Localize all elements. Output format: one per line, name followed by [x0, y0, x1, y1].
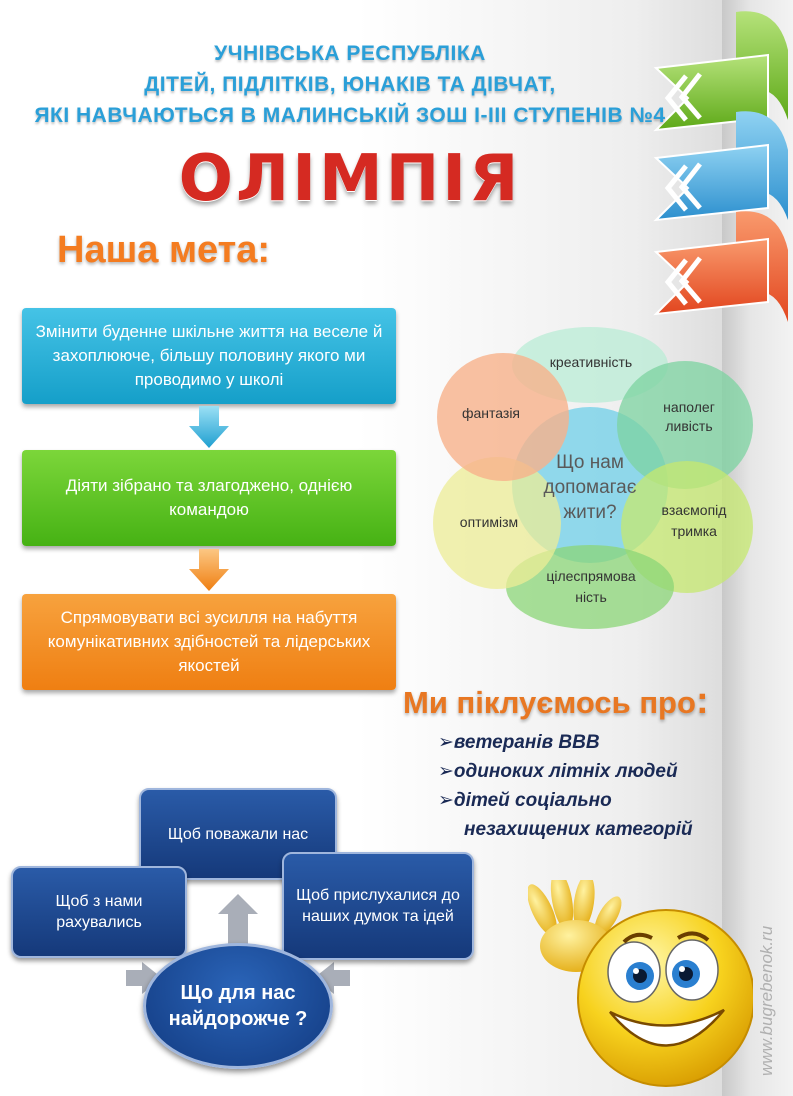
list-item: [438, 757, 693, 786]
goal-step-3: [22, 594, 396, 690]
watermark-text: www.bugrebenok.ru: [757, 925, 776, 1076]
goal-step-1: [22, 308, 396, 404]
petal-left-top-label: фантазія: [461, 405, 521, 421]
value-center-oval: [143, 943, 333, 1069]
care-item-1: ветеранів ВВВ: [453, 732, 600, 753]
value-box-left: [11, 866, 187, 958]
goal-step-2: [22, 450, 396, 546]
care-item-3-continuation: незахищених категорій: [464, 819, 693, 840]
list-item: [438, 786, 693, 815]
petal-right-top-label-2: ливість: [665, 418, 713, 434]
cycle-center-line-3: жити?: [563, 502, 617, 523]
header-line-3: ЯКІ НАВЧАЮТЬСЯ В МАЛИНСЬКІЙ ЗОШ І-ІІІ СТУПЕНІВ №4: [34, 104, 666, 127]
bullet-arrow-icon: ➢: [438, 761, 454, 782]
cycle-center-line-1: Що нам: [556, 452, 624, 473]
petal-right-top-label-1: наполег: [663, 399, 715, 415]
header-line-2: ДІТЕЙ, ПІДЛІТКІВ, ЮНАКІВ ТА ДІВЧАТ,: [144, 73, 556, 96]
bullet-arrow-icon: ➢: [438, 790, 454, 811]
value-right-text: Щоб прислухалися до наших думок та ідей: [296, 887, 460, 925]
arrow-down-icon: [189, 549, 229, 591]
care-heading: [403, 680, 709, 723]
arrow-down-icon: [189, 406, 229, 448]
petal-right-bottom-label-1: взаємопід: [661, 502, 727, 518]
smiley-icon: [528, 880, 753, 1090]
goal-heading: Наша мета:: [57, 229, 271, 271]
value-box-right: [282, 852, 474, 960]
goal-step-3-text: Спрямовувати всі зусилля на набуття комунікативних здібностей та лідерських якостей: [47, 608, 371, 675]
goal-step-2-text: Діяти зібрано та злагоджено, однією командою: [65, 476, 353, 519]
petal-right-bottom-label-2: тримка: [671, 523, 717, 539]
petal-bottom-label-2: ність: [575, 589, 607, 605]
watermark: [752, 800, 782, 1080]
arrow-up-icon: [218, 894, 258, 944]
value-center-text: Що для нас найдорожче ?: [168, 982, 308, 1030]
goal-step-1-text: Змінити буденне шкільне життя на веселе й захоплююче, більшу половину якого ми проводимо у школі: [35, 322, 383, 389]
bullet-arrow-icon: ➢: [438, 732, 454, 753]
care-list: [438, 728, 693, 844]
care-heading-colon: :: [695, 680, 709, 722]
page-title: ОЛІМПІЯ: [178, 142, 522, 216]
list-item: [438, 728, 693, 757]
care-item-2: одиноких літніх людей: [453, 761, 678, 782]
value-top-text: Щоб поважали нас: [167, 825, 309, 843]
petal-top-label: креативність: [549, 354, 633, 370]
value-left-text: Щоб з нами рахувались: [55, 893, 143, 931]
petal-bottom-label-1: цілеспрямова: [546, 568, 636, 584]
support-cycle-diagram: [425, 325, 765, 635]
care-item-3: дітей соціально: [453, 790, 612, 811]
petal-left-bottom-label: оптимізм: [459, 514, 519, 530]
cycle-center-line-2: допомагає: [543, 477, 637, 498]
care-heading-text: Ми піклуємось про: [403, 685, 696, 720]
header-line-1: УЧНІВСЬКА РЕСПУБЛІКА: [214, 42, 486, 65]
